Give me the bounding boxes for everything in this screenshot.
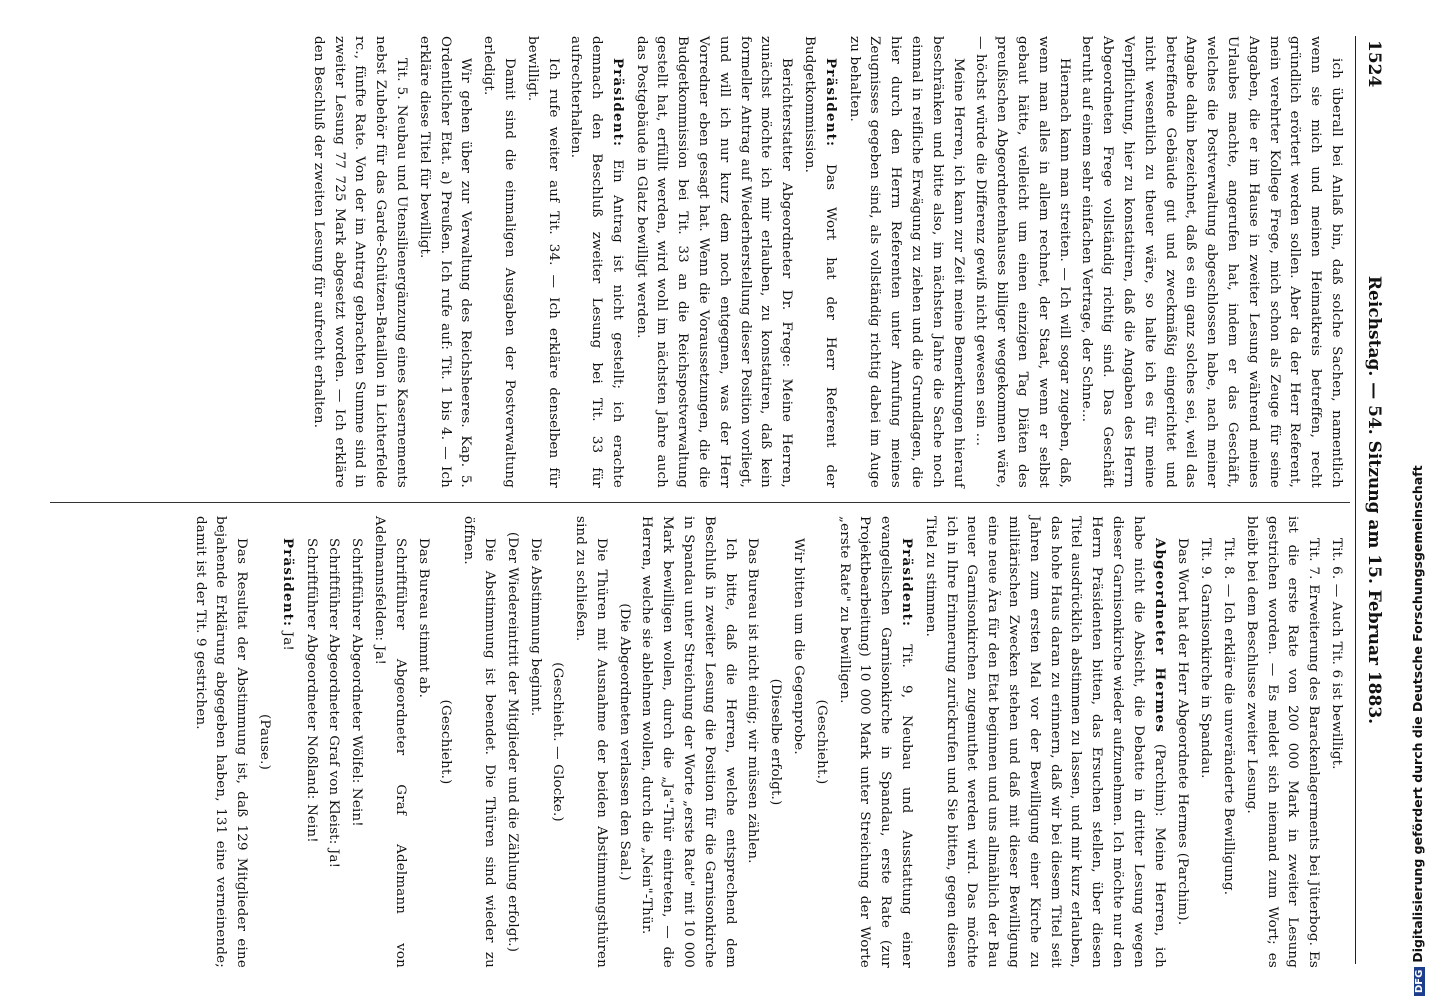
page-title: Reichstag. — 54. Sitzung am 15. Februar 1883. [1364,275,1384,725]
paragraph [1076,36,1346,488]
paragraph: (Der Wiedereintritt der Mitglieder und die Zählung erfolgt.) [504,531,520,953]
paragraph-text: Das Wort hat der Herr Referent der Budgetkommission. [802,36,838,488]
speaker-name: Präsident: [822,58,839,148]
paragraph [1217,516,1238,968]
paragraph [1194,516,1215,968]
speaker-name: Präsident: [609,58,626,148]
paragraph [413,36,475,488]
paragraph-text: Die Thüren mit Ausnahme der beiden Abstimmungsthüren sind zu schließen. [573,516,609,968]
paragraph [1325,516,1346,968]
paragraph-text: Ja! [279,631,295,651]
paragraph-text: Schriftführer Abgeordneter Graf Adelmann von Adelmannsfelden: Ja! [371,516,408,968]
paragraph-text: Tit. 8. — Ich erkläre die unveränderte Bewilligung. [1221,538,1237,896]
left-column [40,36,1346,488]
paragraph-text: Das Bureau ist nicht einig; wir müssen zählen. [745,538,761,864]
paragraph-text: Tit. 7. Erweiterung des Barackenlagerments bei Jüterbog. Es ist die erste Rate von 200 000 Mark in zweiter Lesung gestrichen worden. — Es meldet sich niemand zum Wort; es bleibt bei dem Beschlusse zweiter Lesung. [1243,516,1322,968]
paragraph-text: Schriftführer Abgeordneter Noßland: Nein! [303,538,319,843]
paragraph [636,516,740,968]
paragraph: (Geschieht.) [813,699,829,785]
paragraph-text: Das Resultat der Abstimmung ist, daß 129 Mitglieder eine bejahende Erklärung abgegeben haben, 131 eine verneinende; damit ist der Tit. 9 gestrichen. [192,516,250,968]
paragraph [189,516,251,968]
paragraph-text: Die Abstimmung beginnt. [527,538,543,717]
paragraph-text: Das Bureau stimmt ab. [415,538,431,699]
digitization-credit [1410,0,1432,1000]
paragraph [565,36,628,488]
paragraph [276,516,298,968]
header-rule [1355,36,1356,964]
dfg-logo: DFG [1414,967,1425,996]
paragraph-text: Tit. 9. Garnisonkirche in Spandau. [1198,538,1214,779]
paragraph-text: Ich bitte, daß die Herren, welche entsprechend dem Beschluß in zweiter Lesung die Position für die Garnisonkirche in Spandau unter Streichung der Worte „erste Rate" mit 10 000 Mark bewilligen wollen, durch die „Ja"-Thür eintreten, — die Herren, welche sie ablehnen wollen, durch die „Nein"-Thür. [639,516,738,968]
paragraph: (Dieselbe erfolgt.) [768,678,784,806]
paragraph-text: (Parchim): Meine Herren, ich habe nicht die Absicht, die Debatte in dritter Lesung wegen dieser Garnisonkirche wieder aufzunehmen. Ich möchte nur den Herrn Präsidenten bitten, das Ersuchen stellen, über diesen Titel ausdrücklich abstimmen zu lassen, und mir kurz erlauben, das hohe Haus daran zu erinnern, daß wir bei diesem Titel seit Jahren zum ersten Mal vor der Bewilligung einer Kirche zu militärischen Zwecken stehen und daß mit dieser Bewilligung eine neue Ära für den Etat beginnen und uns allmählich der Bau neuer Garnisonkirchen zugemuthet werden wird. Das möchte ich in Ihre Erinnerung zurückrufen und Sie bitten, gegen diesen Titel zu stimmen. [922,516,1167,968]
paragraph-text: Tit. 9, Neubau und Ausstattung einer evangelischen Garnisonkirche in Spandau, erste Rate (zur Projektbearbeitung) 10 000 Mark unter Streichung der Worte „erste Rate" zu bewilligen. [836,516,915,968]
paragraph-text: Schriftführer Abgeordneter Graf von Kleist: Ja! [326,538,342,869]
paragraph [1172,516,1193,968]
paragraph [833,516,917,968]
paragraph [477,36,519,488]
paragraph-text: Hiernach kann man streiten. — Ich will sogar zugeben, daß, wenn man alles in allem rechnet, der Staat, wenn er selbst gebaut hätte, vielleicht um einen einzigen Tag Diäten des preußischen Abgeordnetenhauses billiger weggekommen wäre, — höchst würde die Differenz gewiß nicht gewesen sein ... [973,36,1072,488]
paragraph [345,516,366,968]
right-column [40,516,1346,968]
paragraph [843,36,968,488]
paragraph-text: Tit. 6. — Auch Tit. 6 ist bewilligt. [1329,538,1344,770]
paragraph-text: Meine Herren, ich kann zur Zeit meine Bemerkungen hierauf beschränken und bitte also, im nächsten Jahre die Sache noch einmal in reifliche Erwägung zu ziehen und die Grundlagen, die hier durch den Herrn Referenten unter Anrufung meines Zeugnisses gegeben sind, als vollständig richtig dabei im Auge zu behalten. [846,36,966,488]
paragraph-text: Schriftführer Abgeordneter Wölfel: Nein! [349,538,365,827]
paragraph-text: Berichterstatter Abgeordneter Dr. Frege: Meine Herren, zunächst möchte ich mir erlauben, zu konstatiren, daß kein formeller Antrag auf Wiederherstellung dieser Position vorliegt, und will ich nur kurz dem noch entgegnen, was der Herr Vorredner eben gesagt hat. Wenn die Voraussetzungen, die die Budgetkommission bei Tit. 33 an die Reichspostverwaltung gestellt hat, erfüllt werden, wird wohl im nächsten Jahre auch das Postgebäude in Glatz bewilligt werden. [633,36,795,488]
paragraph-text: ich überall bei Anlaß bin, daß solche Sachen, namentlich wenn sie mich und meinen Heimatkreis betreffen, recht gründlich erörtert werden sollen. Aber da der Herr Referent, mein verehrter Kollege Frege, mich schon als Zeuge für seine Angaben, die er im Hause in zweiter Lesung während meines Urlaubes machte, angerufen hat, indem er das Geschäft, welches die Postverwaltung abgeschlossen habe, nach meiner Angabe dahin bezeichnet, daß es ein ganz solches sei, weil das betreffende Gebäude gut und zweckmäßig eingerichtet und nicht wesentlich zu theuer wäre, so halte ich es für meine Verpflichtung, hier zu konstatiren, daß die Angaben des Herrn Abgeordneten Frege vollständig richtig sind. Das Geschäft beruht auf einem sehr einfachen Vertrage, der Schne... [1079,36,1344,488]
paragraph-text: Wir bitten um die Gegenprobe. [791,538,807,755]
paragraph [569,516,611,968]
paragraph-text: Ich rufe weiter auf Tit. 34. — Ich erkläre denselben für bewilligt. [524,36,561,488]
paragraph [742,516,763,968]
speaker-name: Abgeordneter Hermes [1151,538,1168,734]
paragraph [323,516,344,968]
paragraph [1240,516,1323,968]
paragraph [630,36,796,488]
paragraph [798,36,841,488]
paragraph [787,516,808,968]
paragraph [524,516,545,968]
paragraph [368,516,410,968]
paragraph: (Geschieht.) [438,699,454,785]
paragraph-text: Damit sind die einmaligen Ausgaben der Postverwaltung erledigt. [481,36,517,488]
paragraph: (Die Abgeordneten verlassen den Saal.) [616,603,632,881]
paragraph: (Pause.) [256,713,272,771]
speaker-name: Präsident: [279,538,296,628]
paragraph-text: Ein Antrag ist nicht gestellt; ich erachte demnach den Beschluß zweiter Lesung bei Tit. 33 für aufrechterhalten. [568,36,625,488]
page-header [1360,40,1384,960]
paragraph: (Geschieht. — Glocke.) [550,662,566,822]
paragraph [919,516,1170,968]
paragraph [412,516,433,968]
paragraph-text: Wir gehen über zur Verwaltung des Reichsheeres. Kap. 5. Ordentlicher Etat. a) Preußen. Ich rufe auf: Tit. 1 bis 4. — Ich erkläre diese Titel für bewilligt. [416,36,474,488]
page-number: 1524 [1364,40,1384,88]
column-divider [50,502,1350,503]
paragraph-text: Die Abstimmung ist beendet. Die Thüren sind wieder zu öffnen. [461,516,497,968]
paragraph [307,36,411,488]
paragraph [300,516,321,968]
paragraph [457,516,499,968]
paragraph [521,36,563,488]
digitization-note: Digitalisierung gefördert durch die Deutsche Forschungsgemeinschaft [1410,465,1425,963]
speaker-name: Präsident: [899,538,916,628]
paragraph-text: Das Wort hat der Herr Abgeordnete Hermes (Parchim). [1175,538,1191,926]
paragraph [970,36,1074,488]
paragraph-text: Tit. 5. Neubau und Utensilienergänzung eines Kasernements nebst Zubehör für das Garde-Schützen-Bataillon in Lichterfelde rc., fünfte Rate. Von der im Antrag gebrachten Summe sind in zweiter Lesung 77 725 Mark abgesetzt worden. — Ich erkläre den Beschluß der zweiten Lesung für aufrecht erhalten. [310,36,409,488]
